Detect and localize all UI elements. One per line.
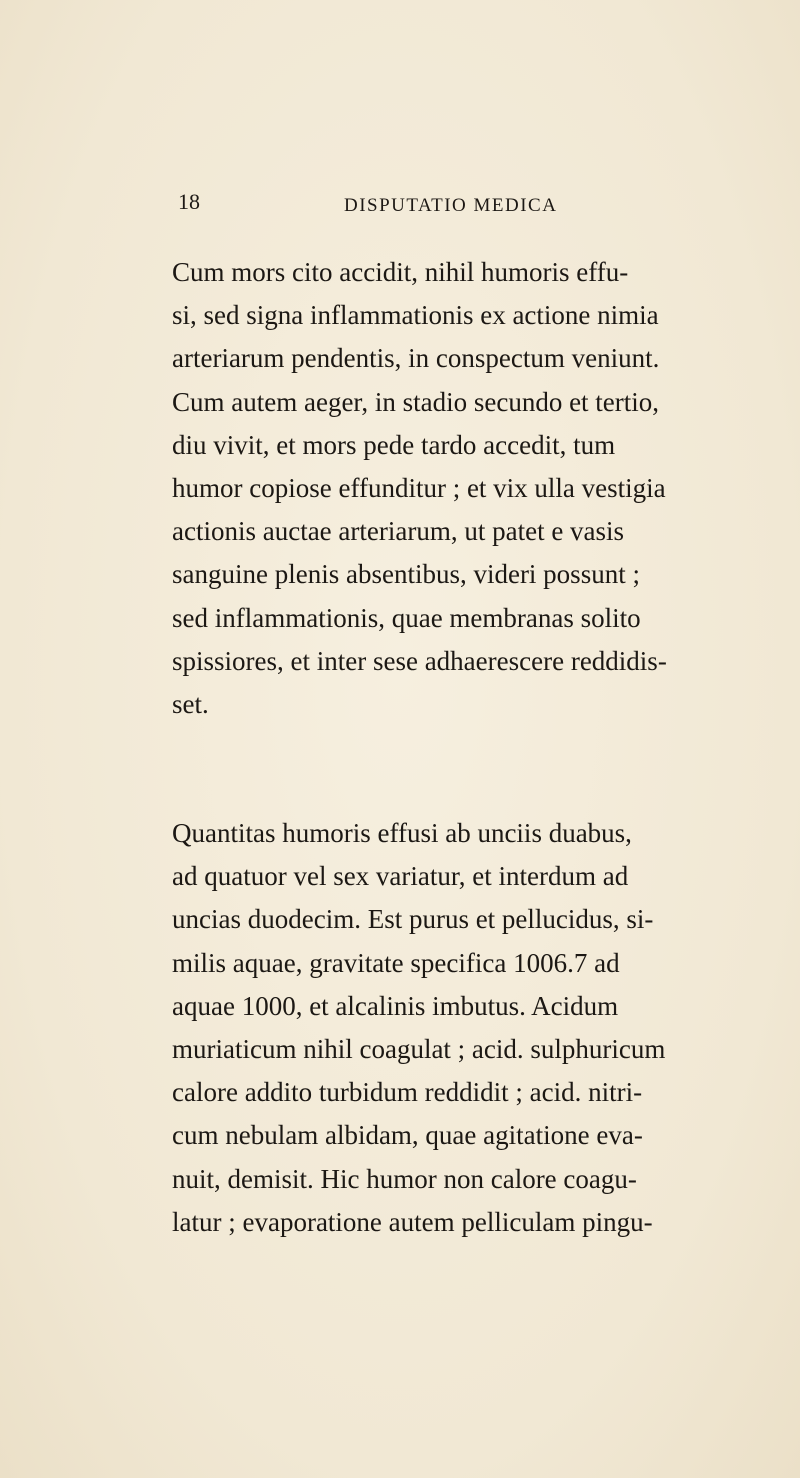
text-line: muriaticum nihil coagulat ; acid. sulphuricum [172,1034,666,1064]
paragraph-2 [172,812,792,1244]
text-line: sanguine plenis absentibus, videri possunt ; [172,559,640,590]
body-text [172,251,792,1244]
paragraph-gap [172,726,792,812]
text-line: milis aquae, gravitate specifica 1006.7 ad [172,947,620,978]
page-number: 18 [178,189,200,214]
text-line: uncias duodecim. Est purus et pellucidus, si- [172,904,654,935]
text-line: diu vivit, et mors pede tardo accedit, tum [172,429,616,460]
text-line: actionis auctae arteriarum, ut patet e vasis [172,516,625,547]
text-line: Cum mors cito accidit, nihil humoris effu- [172,257,629,287]
text-line: humor copiose effunditur ; et vix ulla vestigia [172,472,666,503]
text-line: set. [172,688,209,719]
text-line: latur ; evaporatione autem pelliculam pingu- [172,1206,653,1237]
text-line: calore addito turbidum reddidit ; acid. nitri- [172,1077,643,1108]
text-line: Quantitas humoris effusi ab unciis duabus, [172,818,632,849]
text-line: nuit, demisit. Hic humor non calore coagu- [172,1163,637,1194]
running-head: DISPUTATIO MEDICA [344,195,558,216]
text-line: ad quatuor vel sex variatur, et interdum ad [172,861,629,892]
paragraph-1 [172,251,792,726]
text-line: spissiores, et inter sese adhaerescere reddidis- [172,645,667,676]
text-line: sed inflammationis, quae membranas solito [172,602,641,633]
text-line: arteriarum pendentis, in conspectum veniunt. [172,343,660,374]
text-line: Cum autem aeger, in stadio secundo et tertio, [172,386,660,417]
text-line: cum nebulam albidam, quae agitatione eva- [172,1120,643,1151]
text-line: si, sed signa inflammationis ex actione nimia [172,300,659,331]
text-line: aquae 1000, et alcalinis imbutus. Acidum [172,990,619,1021]
